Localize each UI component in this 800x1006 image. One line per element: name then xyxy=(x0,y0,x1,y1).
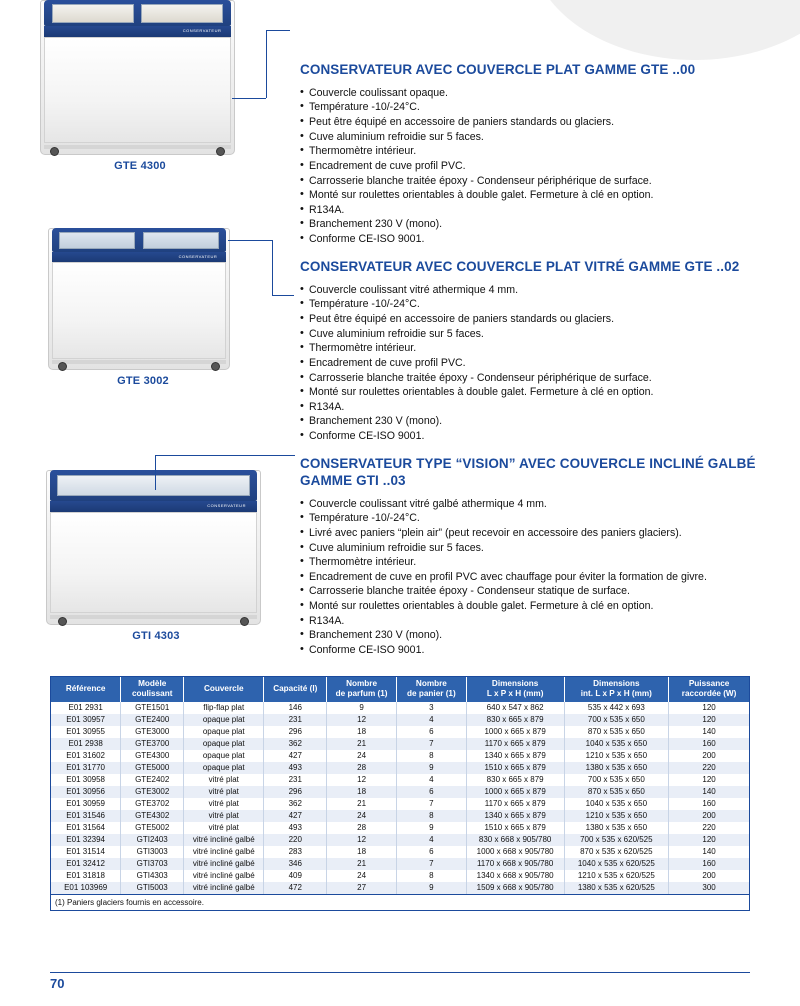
freezer-front-panel xyxy=(52,262,227,359)
cell-dim-ext: 830 x 665 x 879 xyxy=(466,774,564,786)
cell-flavours: 24 xyxy=(327,750,397,762)
header-line1: Nombre xyxy=(415,679,447,688)
feature-item: • Cuve aluminium refroidie sur 5 faces. xyxy=(300,130,760,145)
feature-item: • Encadrement de cuve en profil PVC avec chauffage pour éviter la formation de givre. xyxy=(300,570,760,585)
feature-item: • R134A. xyxy=(300,203,760,218)
freezer-front-panel xyxy=(44,37,231,142)
leader-line-vertical-3 xyxy=(155,455,156,490)
caster-right xyxy=(240,617,249,626)
feature-item: • Livré avec paniers “plein air” (peut recevoir en accessoire des paniers glaciers). xyxy=(300,526,760,541)
caster-right xyxy=(211,362,220,371)
cell-baskets: 6 xyxy=(396,786,466,798)
cell-model: GTI3703 xyxy=(121,858,184,870)
col-dimensions-int xyxy=(564,677,669,702)
cell-baskets: 6 xyxy=(396,846,466,858)
cell-flavours: 24 xyxy=(327,810,397,822)
cell-capacity: 427 xyxy=(264,810,327,822)
caster-left xyxy=(50,147,59,156)
cell-power: 160 xyxy=(702,739,716,748)
table-row xyxy=(51,822,749,834)
cell-dim-int: 870 x 535 x 620/525 xyxy=(564,846,669,858)
feature-item: • Branchement 230 V (mono). xyxy=(300,217,760,232)
header-line2: L x P x H (mm) xyxy=(486,689,544,699)
cell-lid: opaque plat xyxy=(184,738,264,750)
product-text-2 xyxy=(300,259,760,444)
cell-baskets: 7 xyxy=(396,798,466,810)
cell-capacity: 283 xyxy=(264,846,327,858)
cell-model: GTE3002 xyxy=(121,786,184,798)
table-row xyxy=(51,882,749,894)
page-number: 70 xyxy=(50,976,65,991)
table-row xyxy=(51,726,749,738)
cell-lid: opaque plat xyxy=(184,750,264,762)
cell-dim-int: 1380 x 535 x 620/525 xyxy=(564,882,669,894)
cell-capacity: 346 xyxy=(264,858,327,870)
feature-item: • Couvercle coulissant opaque. xyxy=(300,86,760,101)
col-lid xyxy=(184,677,264,702)
header-line1: Dimensions xyxy=(593,679,640,688)
cell-model: GTE4302 xyxy=(121,810,184,822)
feature-item: • Couvercle coulissant vitré athermique 4 mm. xyxy=(300,283,760,298)
cell-lid: vitré incliné galbé xyxy=(184,870,264,882)
cell-flavours: 21 xyxy=(327,738,397,750)
feature-item: • Peut être équipé en accessoire de paniers standards ou glaciers. xyxy=(300,312,760,327)
cell-reference: E01 31564 xyxy=(51,822,121,834)
cell-lid: vitré plat xyxy=(184,810,264,822)
cell-dim-int: 1380 x 535 x 650 xyxy=(564,762,669,774)
col-baskets xyxy=(396,677,466,702)
table-row xyxy=(51,798,749,810)
cell-reference: E01 31770 xyxy=(51,762,121,774)
cell-capacity: 296 xyxy=(264,726,327,738)
cell-dim-ext: 1340 x 668 x 905/780 xyxy=(466,870,564,882)
cell-model: GTE3700 xyxy=(121,738,184,750)
product-title-3: CONSERVATEUR TYPE “VISION” AVEC COUVERCLE INCLINÉ GALBÉ GAMME GTI ..03 xyxy=(300,456,756,488)
cell-lid: vitré plat xyxy=(184,786,264,798)
header-line1: Couvercle xyxy=(203,684,244,694)
cell-dim-int: 1040 x 535 x 620/525 xyxy=(564,858,669,870)
cell-model: GTE1501 xyxy=(121,702,184,714)
feature-item: • Branchement 230 V (mono). xyxy=(300,414,760,429)
cell-dim-int: 1210 x 535 x 620/525 xyxy=(564,870,669,882)
header-line2: raccordée (W) xyxy=(681,689,737,699)
leader-line-vertical-1 xyxy=(266,30,267,98)
col-capacity xyxy=(264,677,327,702)
cell-flavours: 18 xyxy=(327,726,397,738)
cell-dim-ext: 1170 x 665 x 879 xyxy=(466,798,564,810)
feature-item: • R134A. xyxy=(300,614,760,629)
brand-logo: CONSERVATEUR xyxy=(178,253,218,259)
product-features-3 xyxy=(300,497,760,658)
table-header xyxy=(51,677,749,702)
freezer-illustration-gti4303 xyxy=(46,470,261,625)
freezer-lid-panel-right xyxy=(141,4,223,23)
leader-line-top-1 xyxy=(266,30,290,31)
col-reference xyxy=(51,677,121,702)
table-row xyxy=(51,738,749,750)
cell-flavours: 21 xyxy=(327,858,397,870)
table-row xyxy=(51,762,749,774)
cell-flavours: 28 xyxy=(327,762,397,774)
cell-lid: opaque plat xyxy=(184,762,264,774)
freezer-illustration-gte4300 xyxy=(40,0,235,155)
freezer-base xyxy=(52,360,227,364)
cell-reference: E01 30957 xyxy=(51,714,121,726)
product-title-1: CONSERVATEUR AVEC COUVERCLE PLAT GAMME GTE ..00 xyxy=(300,62,696,77)
feature-item: • Température -10/-24°C. xyxy=(300,511,760,526)
cell-power: 120 xyxy=(702,775,716,784)
feature-item: • Monté sur roulettes orientables à double galet. Fermeture à clé en option. xyxy=(300,385,760,400)
cell-power: 120 xyxy=(702,703,716,712)
header-line2: de parfum (1) xyxy=(335,689,388,699)
cell-power: 220 xyxy=(702,763,716,772)
product-text-1 xyxy=(300,62,760,247)
table-row xyxy=(51,774,749,786)
feature-item: • Encadrement de cuve profil PVC. xyxy=(300,159,760,174)
cell-reference: E01 30959 xyxy=(51,798,121,810)
cell-dim-int: 1210 x 535 x 650 xyxy=(564,750,669,762)
header-line1: Nombre xyxy=(346,679,378,688)
cell-reference: E01 2931 xyxy=(51,702,121,714)
caster-left xyxy=(58,362,67,371)
cell-lid: vitré incliné galbé xyxy=(184,846,264,858)
feature-item: • Carrosserie blanche traitée époxy - Condenseur périphérique de surface. xyxy=(300,371,760,386)
table-row xyxy=(51,714,749,726)
cell-capacity: 231 xyxy=(264,714,327,726)
cell-baskets: 6 xyxy=(396,726,466,738)
cell-baskets: 9 xyxy=(396,822,466,834)
col-flavours xyxy=(327,677,397,702)
cell-flavours: 21 xyxy=(327,798,397,810)
cell-power: 120 xyxy=(702,715,716,724)
cell-model: GTE4300 xyxy=(121,750,184,762)
cell-reference: E01 32412 xyxy=(51,858,121,870)
feature-item: • Thermomètre intérieur. xyxy=(300,144,760,159)
caster-left xyxy=(58,617,67,626)
cell-reference: E01 30956 xyxy=(51,786,121,798)
cell-lid: vitré plat xyxy=(184,822,264,834)
cell-dim-ext: 830 x 665 x 879 xyxy=(466,714,564,726)
header-line1: Capacité (l) xyxy=(273,684,318,694)
cell-model: GTE3000 xyxy=(121,726,184,738)
cell-dim-ext: 1170 x 668 x 905/780 xyxy=(466,858,564,870)
leader-line-horizontal-3 xyxy=(155,455,295,456)
cell-flavours: 18 xyxy=(327,786,397,798)
cell-power: 200 xyxy=(702,751,716,760)
cell-power: 220 xyxy=(702,823,716,832)
cell-reference: E01 31514 xyxy=(51,846,121,858)
cell-capacity: 427 xyxy=(264,750,327,762)
table-row xyxy=(51,870,749,882)
cell-power: 160 xyxy=(702,859,716,868)
figure-caption-2: GTE 3002 xyxy=(117,375,169,387)
cell-model: GTI4303 xyxy=(121,870,184,882)
specifications-table xyxy=(51,677,749,894)
leader-line-horizontal-2 xyxy=(228,240,272,241)
cell-capacity: 472 xyxy=(264,882,327,894)
cell-dim-ext: 1340 x 665 x 879 xyxy=(466,750,564,762)
cell-capacity: 231 xyxy=(264,774,327,786)
product-text-3 xyxy=(300,456,760,657)
cell-capacity: 493 xyxy=(264,822,327,834)
freezer-base xyxy=(44,145,231,149)
header-line1: Dimensions xyxy=(491,679,539,688)
cell-power: 140 xyxy=(702,847,716,856)
cell-capacity: 493 xyxy=(264,762,327,774)
cell-capacity: 146 xyxy=(264,702,327,714)
cell-baskets: 7 xyxy=(396,858,466,870)
header-line1: Référence xyxy=(65,684,106,694)
decorative-arc xyxy=(530,0,800,60)
freezer-base xyxy=(50,615,256,619)
table-row xyxy=(51,750,749,762)
feature-item: • Branchement 230 V (mono). xyxy=(300,628,760,643)
cell-dim-int: 1210 x 535 x 650 xyxy=(564,810,669,822)
header-line2: int. L x P x H (mm) xyxy=(580,689,652,699)
col-dimensions-ext xyxy=(466,677,564,702)
feature-item: • Conforme CE-ISO 9001. xyxy=(300,643,760,658)
figure-caption-1: GTE 4300 xyxy=(114,160,166,172)
cell-power: 120 xyxy=(702,835,716,844)
cell-dim-ext: 1510 x 665 x 879 xyxy=(466,822,564,834)
cell-reference: E01 103969 xyxy=(51,882,121,894)
cell-reference: E01 32394 xyxy=(51,834,121,846)
feature-item: • Température -10/-24°C. xyxy=(300,100,760,115)
cell-lid: vitré plat xyxy=(184,774,264,786)
cell-power: 140 xyxy=(702,727,716,736)
cell-flavours: 18 xyxy=(327,846,397,858)
freezer-front-panel xyxy=(50,512,256,613)
product-figure-2 xyxy=(48,228,238,387)
feature-item: • Conforme CE-ISO 9001. xyxy=(300,429,760,444)
cell-power: 300 xyxy=(702,883,716,892)
feature-item: • Thermomètre intérieur. xyxy=(300,555,760,570)
cell-model: GTE5000 xyxy=(121,762,184,774)
cell-reference: E01 30958 xyxy=(51,774,121,786)
col-power xyxy=(669,677,749,702)
table-body xyxy=(51,702,749,894)
figure-caption-3: GTI 4303 xyxy=(132,630,180,642)
feature-item: • Couvercle coulissant vitré galbé athermique 4 mm. xyxy=(300,497,760,512)
feature-item: • Monté sur roulettes orientables à double galet. Fermeture à clé en option. xyxy=(300,188,760,203)
cell-reference: E01 31818 xyxy=(51,870,121,882)
cell-dim-int: 1380 x 535 x 650 xyxy=(564,822,669,834)
cell-dim-ext: 1340 x 665 x 879 xyxy=(466,810,564,822)
cell-model: GTE5002 xyxy=(121,822,184,834)
caster-right xyxy=(216,147,225,156)
cell-power: 200 xyxy=(702,811,716,820)
freezer-glass-right xyxy=(143,232,219,249)
table-row xyxy=(51,810,749,822)
cell-dim-ext: 1509 x 668 x 905/780 xyxy=(466,882,564,894)
col-model xyxy=(121,677,184,702)
cell-model: GTI3003 xyxy=(121,846,184,858)
feature-item: • Température -10/-24°C. xyxy=(300,297,760,312)
cell-dim-int: 700 x 535 x 620/525 xyxy=(564,834,669,846)
cell-dim-ext: 1170 x 665 x 879 xyxy=(466,738,564,750)
feature-item: • Peut être équipé en accessoire de paniers standards ou glaciers. xyxy=(300,115,760,130)
feature-item: • Thermomètre intérieur. xyxy=(300,341,760,356)
cell-capacity: 362 xyxy=(264,738,327,750)
cell-dim-ext: 640 x 547 x 862 xyxy=(466,702,564,714)
cell-capacity: 296 xyxy=(264,786,327,798)
cell-dim-int: 700 x 535 x 650 xyxy=(564,714,669,726)
cell-baskets: 4 xyxy=(396,714,466,726)
cell-dim-int: 535 x 442 x 693 xyxy=(564,702,669,714)
product-features-1 xyxy=(300,86,760,247)
brand-logo: CONSERVATEUR xyxy=(207,502,246,508)
header-line2: de panier (1) xyxy=(407,689,456,699)
table-footnote: (1) Paniers glaciers fournis en accessoire. xyxy=(51,894,749,910)
cell-baskets: 7 xyxy=(396,738,466,750)
feature-item: • Carrosserie blanche traitée époxy - Condenseur statique de surface. xyxy=(300,584,760,599)
table-row xyxy=(51,846,749,858)
cell-dim-ext: 1510 x 665 x 879 xyxy=(466,762,564,774)
cell-baskets: 4 xyxy=(396,834,466,846)
cell-power: 200 xyxy=(702,871,716,880)
footer-divider xyxy=(50,972,750,973)
cell-dim-int: 700 x 535 x 650 xyxy=(564,774,669,786)
cell-model: GTE3702 xyxy=(121,798,184,810)
cell-capacity: 409 xyxy=(264,870,327,882)
freezer-lid-panel-left xyxy=(52,4,134,23)
cell-lid: opaque plat xyxy=(184,714,264,726)
leader-line-horizontal-1 xyxy=(232,98,266,99)
cell-capacity: 362 xyxy=(264,798,327,810)
cell-model: GTE2402 xyxy=(121,774,184,786)
feature-item: • Monté sur roulettes orientables à double galet. Fermeture à clé en option. xyxy=(300,599,760,614)
cell-flavours: 12 xyxy=(327,774,397,786)
cell-model: GTE2400 xyxy=(121,714,184,726)
cell-reference: E01 31602 xyxy=(51,750,121,762)
cell-lid: vitré incliné galbé xyxy=(184,834,264,846)
cell-flavours: 12 xyxy=(327,834,397,846)
product-features-2 xyxy=(300,283,760,444)
cell-baskets: 3 xyxy=(396,702,466,714)
cell-baskets: 8 xyxy=(396,810,466,822)
product-title-2: CONSERVATEUR AVEC COUVERCLE PLAT VITRÉ GAMME GTE ..02 xyxy=(300,259,740,274)
header-line1: Modèle xyxy=(138,679,167,688)
brand-logo: CONSERVATEUR xyxy=(182,27,222,33)
cell-lid: vitré incliné galbé xyxy=(184,858,264,870)
cell-model: GTI5003 xyxy=(121,882,184,894)
cell-flavours: 12 xyxy=(327,714,397,726)
specifications-table-wrapper xyxy=(50,676,750,911)
cell-flavours: 9 xyxy=(327,702,397,714)
freezer-curved-glass xyxy=(57,475,251,497)
cell-dim-int: 1040 x 535 x 650 xyxy=(564,798,669,810)
feature-item: • R134A. xyxy=(300,400,760,415)
cell-flavours: 24 xyxy=(327,870,397,882)
table-row xyxy=(51,834,749,846)
cell-baskets: 9 xyxy=(396,762,466,774)
cell-dim-ext: 830 x 668 x 905/780 xyxy=(466,834,564,846)
cell-capacity: 220 xyxy=(264,834,327,846)
table-row xyxy=(51,702,749,714)
freezer-illustration-gte3002 xyxy=(48,228,230,370)
product-figure-3 xyxy=(46,470,266,642)
cell-baskets: 9 xyxy=(396,882,466,894)
cell-dim-ext: 1000 x 668 x 905/780 xyxy=(466,846,564,858)
cell-flavours: 28 xyxy=(327,822,397,834)
header-line2: coulissant xyxy=(131,689,173,699)
product-figure-1 xyxy=(40,0,240,172)
feature-item: • Cuve aluminium refroidie sur 5 faces. xyxy=(300,327,760,342)
cell-dim-int: 1040 x 535 x 650 xyxy=(564,738,669,750)
table-row xyxy=(51,786,749,798)
cell-dim-int: 870 x 535 x 650 xyxy=(564,726,669,738)
cell-baskets: 8 xyxy=(396,870,466,882)
cell-power: 160 xyxy=(702,799,716,808)
cell-baskets: 8 xyxy=(396,750,466,762)
table-row xyxy=(51,858,749,870)
cell-dim-ext: 1000 x 665 x 879 xyxy=(466,786,564,798)
feature-item: • Conforme CE-ISO 9001. xyxy=(300,232,760,247)
cell-baskets: 4 xyxy=(396,774,466,786)
cell-reference: E01 2938 xyxy=(51,738,121,750)
cell-reference: E01 31546 xyxy=(51,810,121,822)
feature-item: • Cuve aluminium refroidie sur 5 faces. xyxy=(300,541,760,556)
table-header-row xyxy=(51,677,749,702)
cell-power: 140 xyxy=(702,787,716,796)
leader-line-bottom-2 xyxy=(272,295,294,296)
cell-lid: vitré plat xyxy=(184,798,264,810)
feature-item: • Carrosserie blanche traitée époxy - Condenseur périphérique de surface. xyxy=(300,174,760,189)
freezer-glass-left xyxy=(59,232,135,249)
cell-model: GTI2403 xyxy=(121,834,184,846)
cell-reference: E01 30955 xyxy=(51,726,121,738)
cell-flavours: 27 xyxy=(327,882,397,894)
cell-dim-int: 870 x 535 x 650 xyxy=(564,786,669,798)
cell-lid: flip-flap plat xyxy=(184,702,264,714)
header-line1: Puissance xyxy=(688,679,730,688)
cell-dim-ext: 1000 x 665 x 879 xyxy=(466,726,564,738)
cell-lid: opaque plat xyxy=(184,726,264,738)
cell-lid: vitré incliné galbé xyxy=(184,882,264,894)
feature-item: • Encadrement de cuve profil PVC. xyxy=(300,356,760,371)
leader-line-vertical-2 xyxy=(272,240,273,295)
